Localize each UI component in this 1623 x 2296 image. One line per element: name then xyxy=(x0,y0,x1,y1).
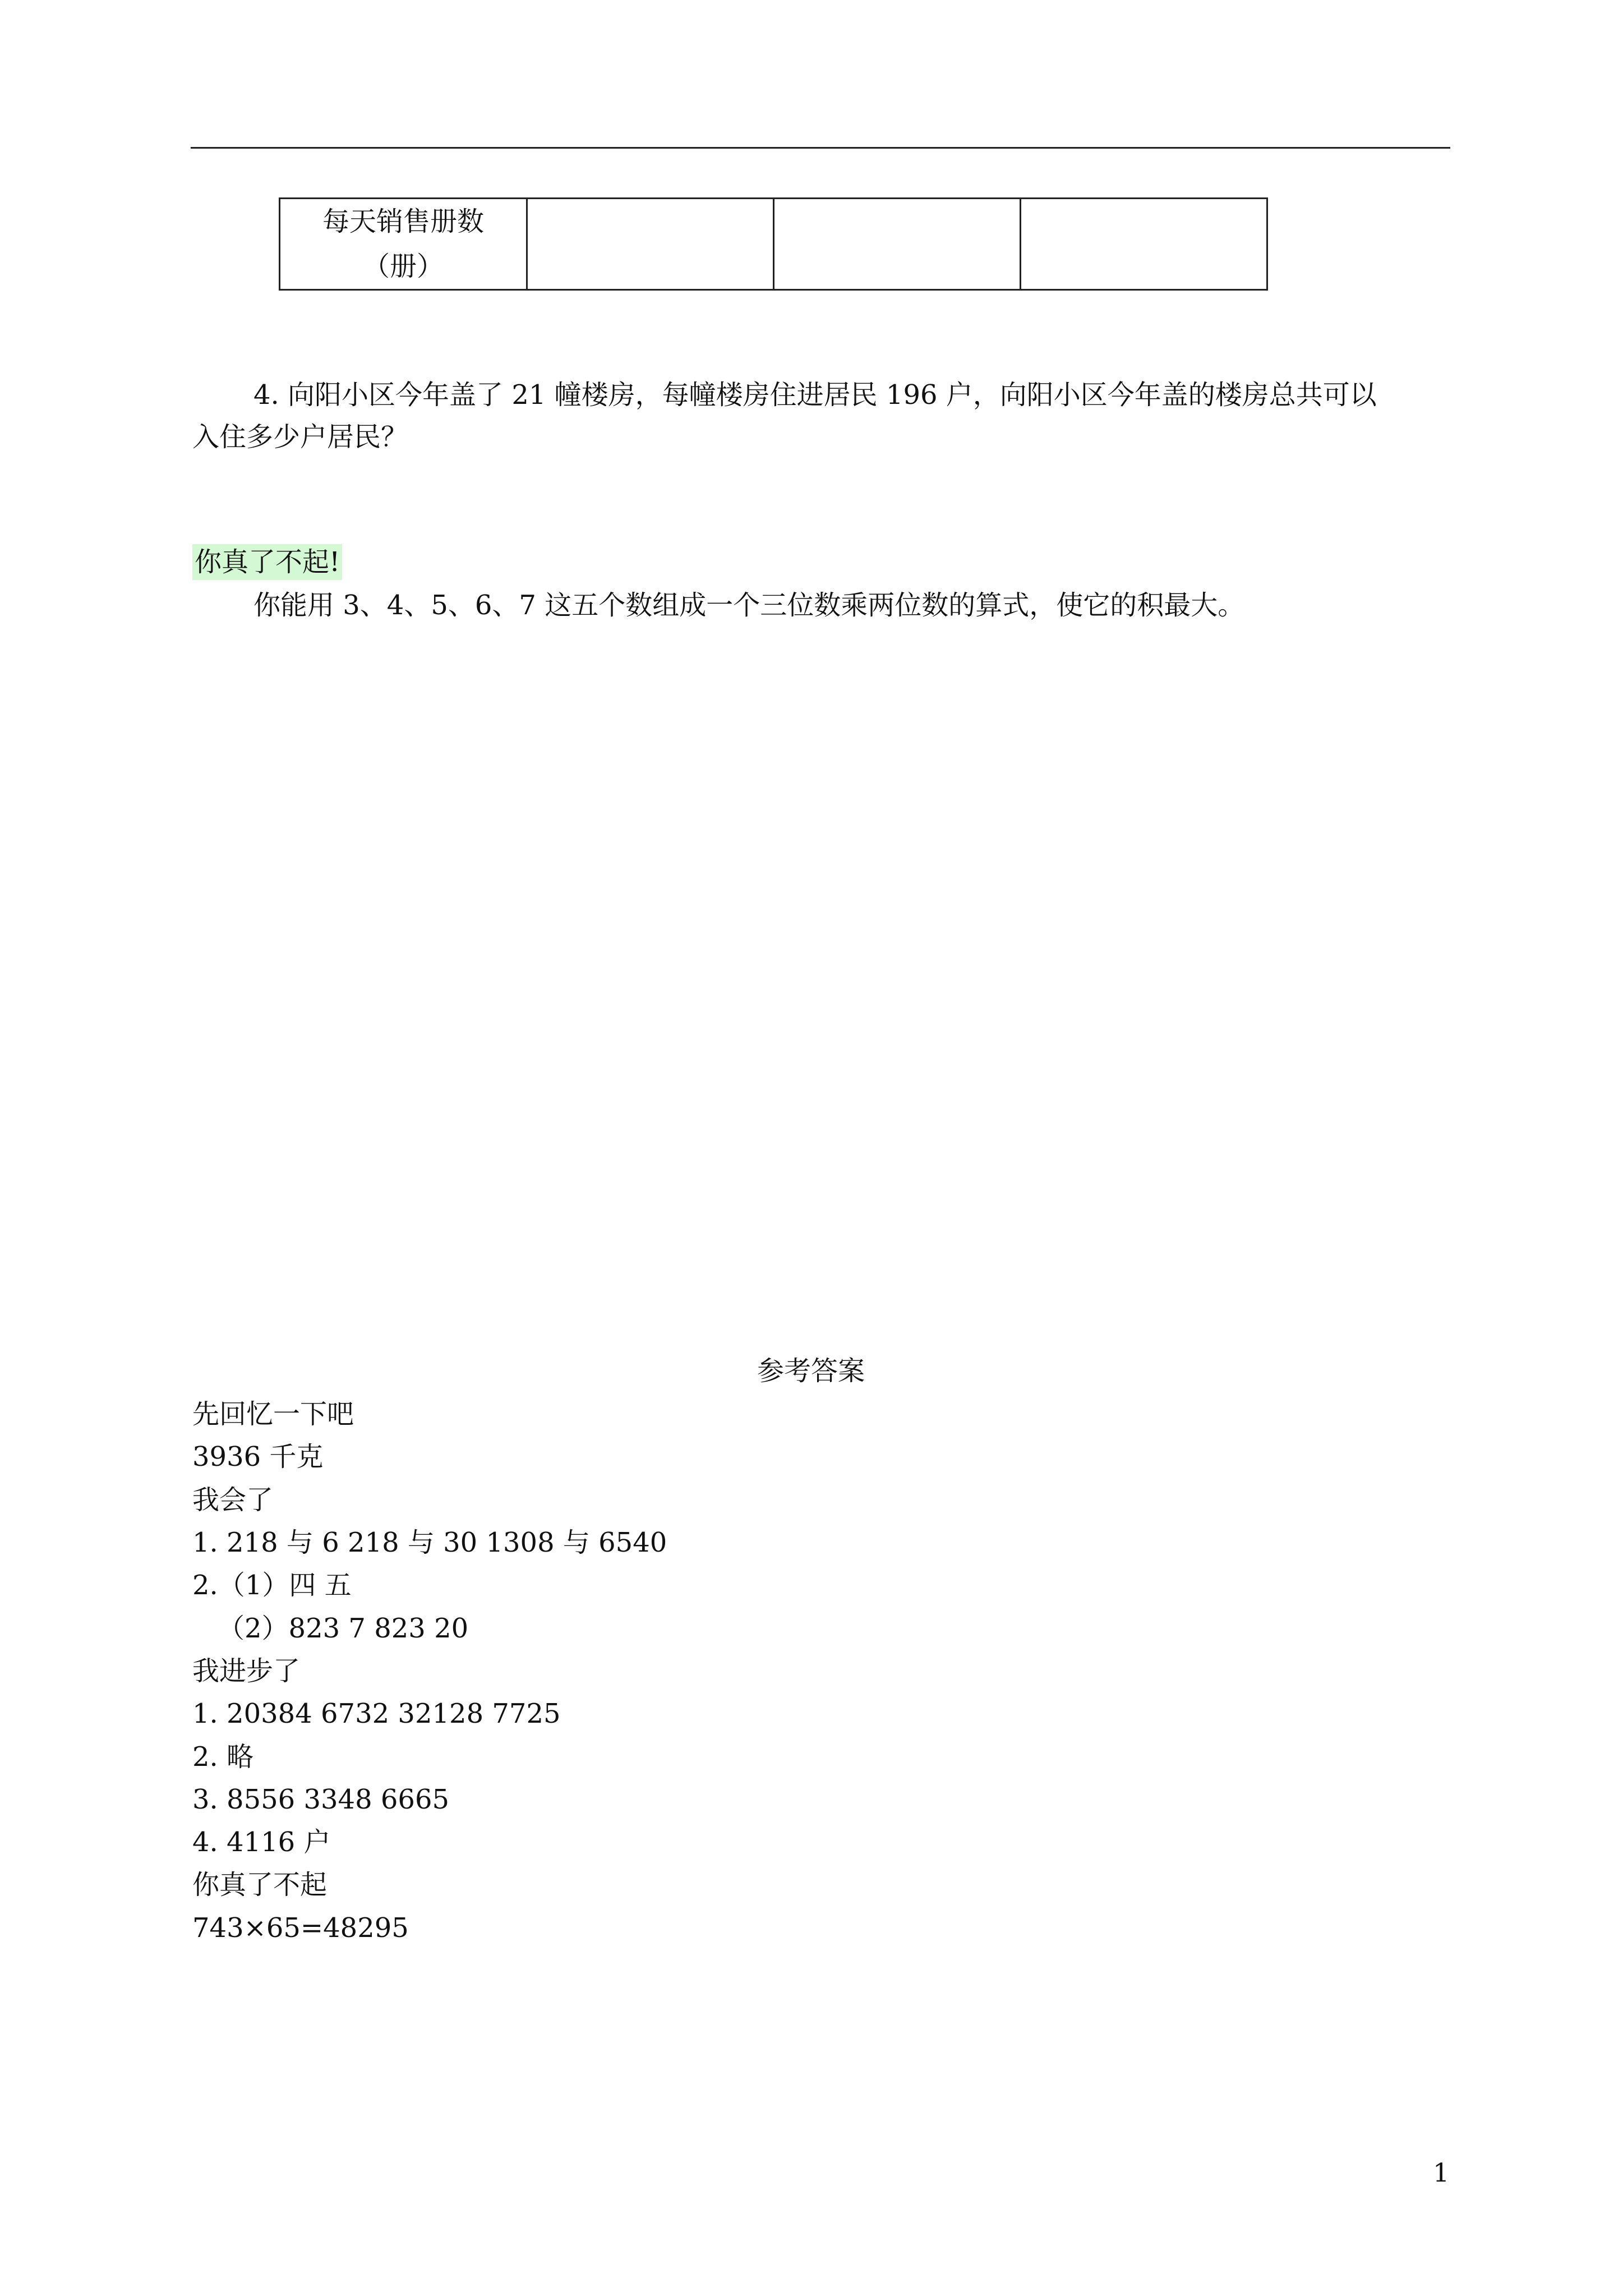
table-cell xyxy=(527,199,774,290)
question4-line2: 入住多少户居民？ xyxy=(192,421,408,453)
answer-line: 我进步了 xyxy=(192,1655,301,1687)
page-number: 1 xyxy=(1433,2157,1450,2188)
table-row-label xyxy=(280,199,527,290)
challenge-title xyxy=(192,546,342,578)
answer-line: 1. 218 与 6 218 与 30 1308 与 6540 xyxy=(192,1527,667,1558)
table-cell xyxy=(1021,199,1267,290)
header-rule xyxy=(191,147,1450,149)
row-label-line2: （册） xyxy=(362,251,444,282)
answer-line: 3. 8556 3348 6665 xyxy=(192,1784,450,1815)
answer-line: 2.（1）四 五 xyxy=(192,1570,352,1601)
row-label-line1: 每天销售册数 xyxy=(322,206,484,237)
answer-line: 1. 20384 6732 32128 7725 xyxy=(192,1698,561,1729)
sales-table xyxy=(279,197,1268,291)
answer-line: （2）823 7 823 20 xyxy=(218,1613,469,1644)
answers-heading: 参考答案 xyxy=(757,1355,865,1387)
table-cell xyxy=(774,199,1021,290)
answer-line: 4. 4116 户 xyxy=(192,1826,331,1858)
challenge-title-highlight: 你真了不起! xyxy=(192,544,342,580)
answer-line: 2. 略 xyxy=(192,1741,254,1773)
answer-line: 你真了不起 xyxy=(192,1869,328,1901)
table-row xyxy=(280,199,1267,290)
answer-line: 743×65=48295 xyxy=(192,1912,409,1944)
answer-line: 3936 千克 xyxy=(192,1441,324,1473)
question4-line1: 4. 向阳小区今年盖了 21 幢楼房，每幢楼房住进居民 196 户，向阳小区今年盖的楼房总共可以 xyxy=(253,379,1377,411)
answer-line: 我会了 xyxy=(192,1484,274,1516)
answer-line: 先回忆一下吧 xyxy=(192,1398,354,1430)
challenge-text: 你能用 3、4、5、6、7 这五个数组成一个三位数乘两位数的算式，使它的积最大。 xyxy=(253,590,1245,621)
